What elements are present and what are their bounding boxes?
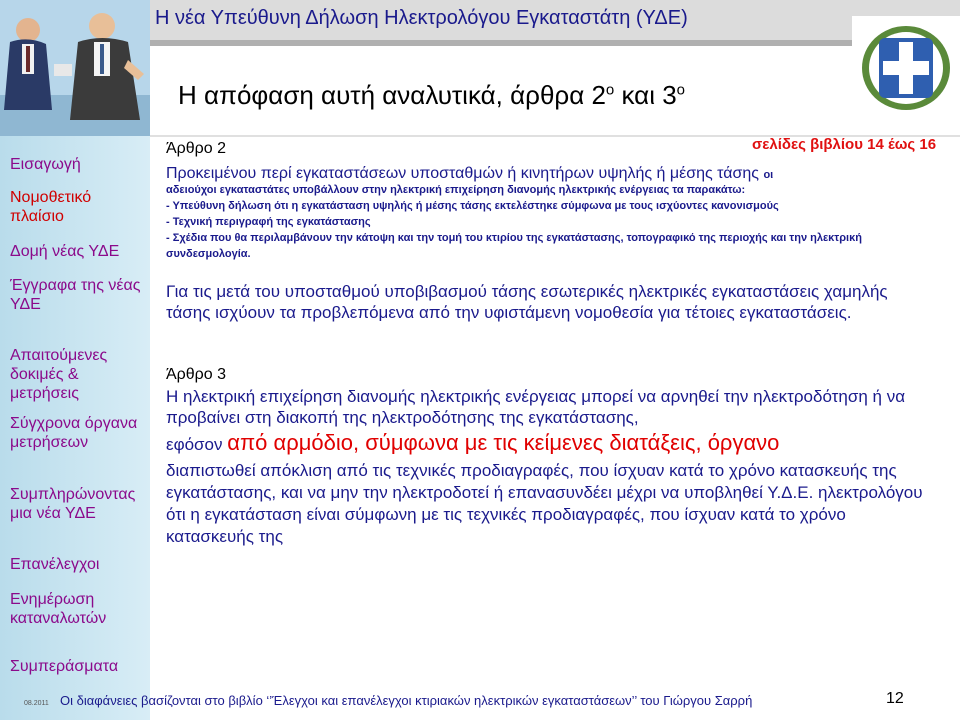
article-3-highlight: από αρμόδιο, σύμφωνα με τις κείμενες διατάξεις, όργανο bbox=[227, 430, 780, 455]
book-pages-note: σελίδες βιβλίου 14 έως 16 bbox=[752, 136, 937, 153]
footer-date: 08.2011 bbox=[24, 700, 49, 707]
sidebar-item-consumer-info[interactable]: Ενημέρωση καταναλωτών bbox=[10, 591, 107, 627]
article-2-line-4: - Τεχνική περιγραφή της εγκατάστασης bbox=[166, 216, 371, 228]
heading-sup-1: ο bbox=[605, 81, 615, 99]
sidebar-item-structure[interactable]: Δομή νέας ΥΔΕ bbox=[10, 243, 120, 260]
title-bar bbox=[150, 0, 960, 40]
emblem-icon bbox=[852, 16, 960, 136]
sidebar-item-filling[interactable]: Συμπληρώνοντας μια νέα ΥΔΕ bbox=[10, 486, 136, 522]
sidebar-item-conclusions[interactable]: Συμπεράσματα bbox=[10, 658, 119, 675]
greek-emblem-logo bbox=[852, 16, 960, 136]
slide-heading bbox=[178, 80, 685, 111]
article-2-intro-text: Προκειμένου περί εγκαταστάσεων υποσταθμών ή κινητήρων υψηλής ή μέσης τάσης bbox=[166, 165, 764, 182]
footer-note: Οι διαφάνειες βασίζονται στο βιβλίο ‘’Έλεγχοι και επανέλεγχοι κτιριακών ηλεκτρικών εγκαταστάσεων’’ του Γιώργου Σαρρή bbox=[60, 693, 753, 708]
title-separator bbox=[150, 40, 960, 46]
article-3-paragraph-1: Η ηλεκτρική επιχείρηση διανομής ηλεκτρικής ενέργειας μπορεί να αρνηθεί την ηλεκτροδότηση ή να προβαίνει στη διακοπή της ηλεκτροδότησης της εγκατάστασης, bbox=[166, 387, 906, 427]
people-photo-illustration bbox=[0, 0, 150, 136]
sidebar-item-rechecks[interactable]: Επανέλεγχοι bbox=[10, 556, 100, 573]
article-2-line-3: - Υπεύθυνη δήλωση ότι η εγκατάσταση υψηλής ή μέσης τάσης εκτελέστηκε σύμφωνα με τους ισχύοντες κανονισμούς bbox=[166, 200, 779, 212]
heading-sup-2: ο bbox=[676, 81, 686, 99]
header-photo bbox=[0, 0, 150, 136]
article-3-red-line bbox=[166, 432, 936, 455]
article-2-title: Άρθρο 2 bbox=[166, 140, 227, 157]
article-3-efoson: εφόσον bbox=[166, 435, 228, 454]
article-2-paragraph: Για τις μετά του υποσταθμού υποβιβασμού τάσης εσωτερικές ηλεκτρικές εγκαταστάσεις χαμηλής τάσης ισχύουν τα προβλεπόμενα από την υφιστάμενη νομοθεσία για τέτοιες εγκαταστάσεις. bbox=[166, 282, 888, 322]
article-2-line-5: - Σχέδια που θα περιλαμβάνουν την κάτοψη και την τομή του κτιρίου της εγκατάστασης, τοπογραφικό της περιοχής και την ηλεκτρική συνδεσμολογία. bbox=[166, 232, 862, 260]
sidebar-item-instruments[interactable]: Σύγχρονα όργανα μετρήσεων bbox=[10, 415, 138, 451]
article-2-line-2: αδειούχοι εγκαταστάτες υποβάλλουν στην ηλεκτρική επιχείρηση διανομής ηλεκτρικής ενέργειας τα παρακάτω: bbox=[166, 184, 746, 196]
sidebar-item-legal-framework[interactable]: Νομοθετικό πλαίσιο bbox=[10, 189, 92, 225]
presentation-title: Η νέα Υπεύθυνη Δήλωση Ηλεκτρολόγου Εγκαταστάτη (ΥΔΕ) bbox=[155, 7, 688, 29]
sidebar-item-documents[interactable]: Έγγραφα της νέας ΥΔΕ bbox=[10, 277, 141, 313]
article-3-paragraph-2: διαπιστωθεί απόκλιση από τις τεχνικές προδιαγραφές, που ίσχυαν κατά το χρόνο κατασκευής της εγκατάστασης, και να μην την ηλεκτροδοτεί ή επανασυνδέει μέχρι να υποβληθεί Υ.Δ.Ε. ηλεκτρολόγου ότι η εγκατάσταση είναι σύμφωνη με τις τεχνικές προδιαγραφές, που ίσχυαν κατά το χρόνο κατασκευής της bbox=[166, 461, 923, 546]
article-2-intro-small: οι bbox=[763, 169, 774, 181]
article-3-title: Άρθρο 3 bbox=[166, 366, 227, 383]
sidebar-item-tests[interactable]: Απαιτούμενες δοκιμές & μετρήσεις bbox=[10, 347, 108, 402]
heading-text: Η απόφαση αυτή αναλυτικά, άρθρα 2 bbox=[178, 80, 606, 110]
heading-text-and: και 3 bbox=[614, 80, 677, 110]
sidebar-item-introduction[interactable]: Εισαγωγή bbox=[10, 156, 81, 173]
page-number: 12 bbox=[886, 690, 904, 707]
